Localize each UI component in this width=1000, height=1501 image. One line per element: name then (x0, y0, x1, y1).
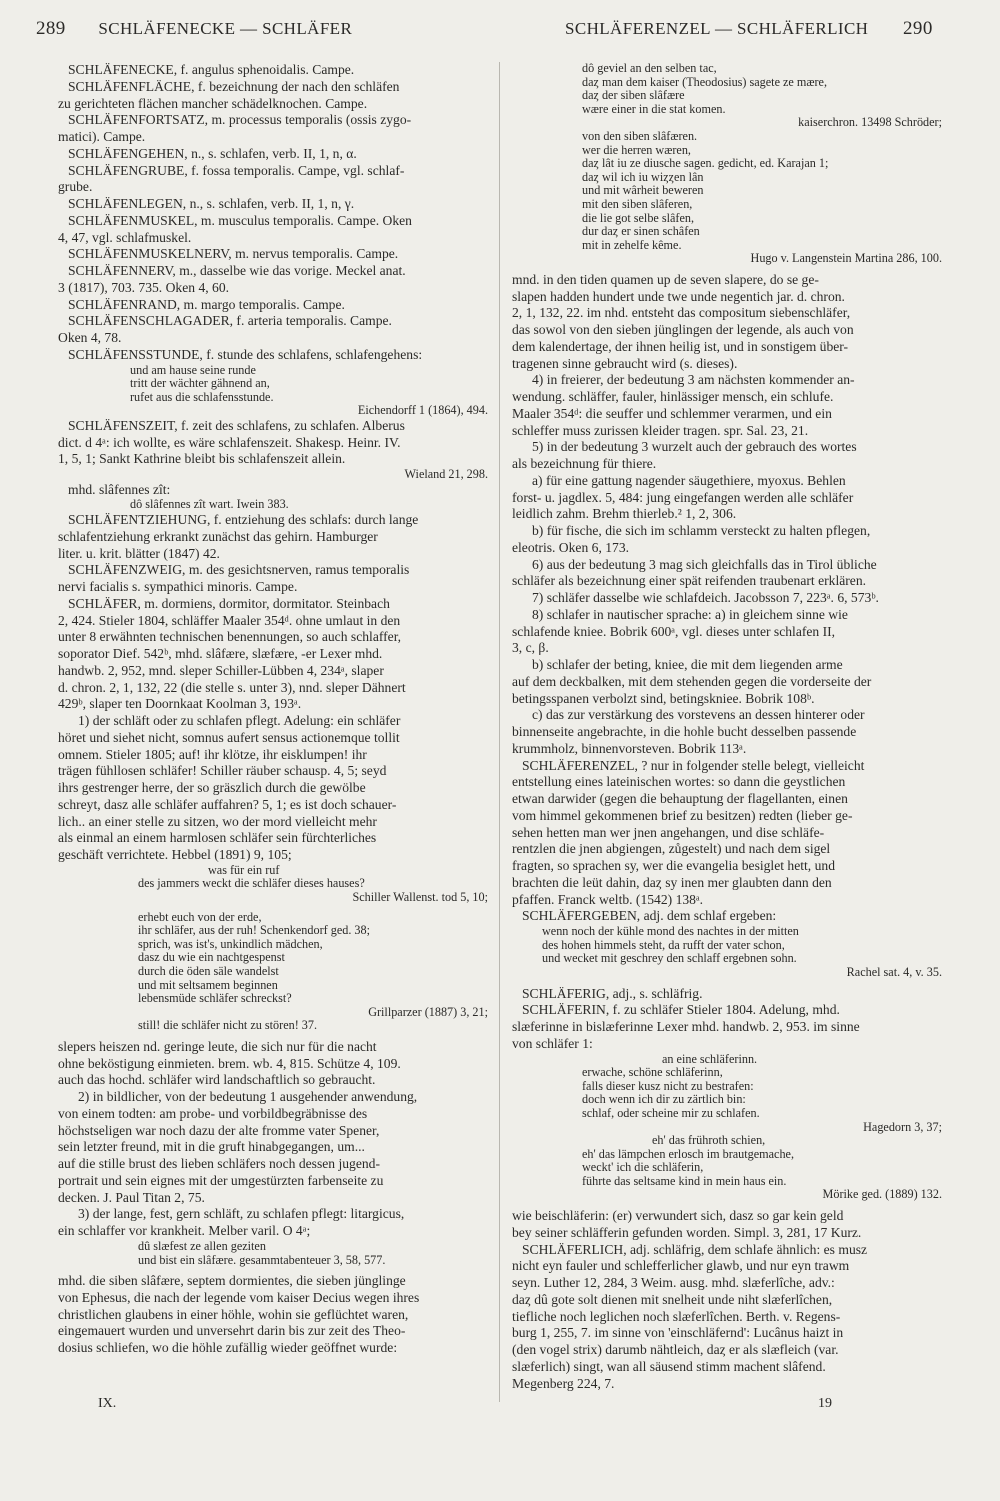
quotation-line: an eine schläferinn. (662, 1052, 758, 1066)
text-line: zu gerichteten flächen mancher schädelknochen. Campe. (58, 95, 368, 111)
text-line: c) das zur verstärkung des vorstevens an dessen hinterer oder (532, 707, 865, 723)
text-line: Oken 4, 78. (58, 330, 122, 345)
quotation-line: daȥ man dem kaiser (Theodosius) sagete ze mære, (582, 75, 828, 89)
text-line: SCHLÄFENSCHLAGADER, f. arteria temporalis. Campe. (68, 313, 392, 329)
quotation-line: wære einer in die stat komen. (582, 102, 726, 116)
quotation-line: ihr schläfer, aus der ruh! Schenkendorf ged. 38; (138, 924, 371, 938)
text-line: tiefliche noch leglichen noch slæferlîchen. Berth. v. Regens- (512, 1308, 841, 1324)
text-line: 7) schläfer dasselbe wie schlafdeich. Jacobsson 7, 223ᵃ. 6, 573ᵇ. (532, 590, 879, 606)
text-line: betingsspanen verbolzt sind, betingskniee. Bobrik 108ᵇ. (512, 690, 815, 706)
left-column (58, 62, 488, 1357)
text-line: sehen hetten man wer jnen angehangen, und dise schläfe- (512, 824, 825, 840)
text-line: entstellung eines lateinischen wortes: so dann die geystlichen (512, 774, 846, 790)
citation-line: Hagedorn 3, 37; (863, 1120, 942, 1134)
column-divider (499, 62, 500, 1402)
quotation-line: die lie got selbe slâfen, (582, 211, 695, 225)
text-line: dem kalendertage, der ihnen heilig ist, und in sonstigem über- (512, 338, 849, 354)
quotation-line: von den siben slâfæren. (582, 129, 698, 143)
quotation-line: lebensmüde schläfer schreckst? (138, 992, 292, 1006)
text-line: SCHLÄFENECKE, f. angulus sphenoidalis. Campe. (68, 62, 355, 77)
text-line: soporator Dief. 542ᵇ, mhd. slâfære, slæfære, -er Lexer mhd. (58, 646, 383, 662)
quotation-line: erwache, schöne schläferinn, (582, 1066, 723, 1080)
text-line: SCHLÄFENNERV, m., dasselbe wie das vorige. Meckel anat. (68, 263, 406, 278)
quotation-line: dû slæfest ze allen geziten (138, 1239, 266, 1253)
text-line: auf die stille brust des lieben schläfers noch dessen jugend- (58, 1156, 381, 1172)
quotation-line: dô geviel an den selben tac, (582, 62, 717, 75)
text-line: SCHLÄFENGRUBE, f. fossa temporalis. Campe, vgl. schlaf- (68, 162, 405, 178)
text-line: 6) aus der bedeutung 3 mag sich gleichfalls das in Tirol übliche (532, 556, 877, 572)
left-page-number: 289 (36, 18, 66, 39)
text-line: SCHLÄFENMUSKEL, m. musculus temporalis. Campe. Oken (68, 212, 412, 228)
text-line: eingemauert wurden und unversehrt darin bis zur zeit des Theo- (58, 1323, 406, 1339)
text-line: brachten die leüt dahin, daȥ sy inen mer glaubten dann den (512, 874, 832, 890)
text-line: SCHLÄFENLEGEN, n., s. schlafen, verb. II, 1, n, γ. (68, 196, 355, 211)
text-line: SCHLÄFENMUSKELNERV, m. nervus temporalis. Campe. (68, 246, 399, 262)
text-line: 1) der schläft oder zu schlafen pflegt. Adelung: ein schläfer (78, 713, 401, 729)
right-page-number: 290 (903, 18, 933, 39)
text-line: 2) in bildlicher, von der bedeutung 1 ausgehender anwendung, (78, 1089, 418, 1105)
quotation-line: doch wenn ich dir zu zärtlich bin: (582, 1093, 746, 1107)
text-line: schleffer muss zurissen kleider tragen. spr. Sal. 23, 21. (512, 422, 809, 438)
text-line: slæferlich) singt, wan all säusend stimm machent slâfend. (512, 1358, 826, 1374)
text-line: 4) in freierer, der bedeutung 3 am nächsten kommender an- (532, 372, 855, 388)
text-line: SCHLÄFENFORTSATZ, m. processus temporalis (ossis zygo- (68, 112, 412, 128)
text-line: leidlich zahm. Brehm thierleb.² 1, 2, 306. (512, 506, 737, 522)
text-line: omnem. Stieler 1805; auf! ihr klötze, ihr eisklumpen! ihr (58, 746, 367, 762)
quotation-line: daȥ wil ich iu wiȥȥen lân (582, 170, 704, 184)
text-line: etwan darwider (gegen die behauptung der flagellanten, einen (512, 791, 848, 807)
quotation-line: mit den siben slâferen, (582, 197, 693, 211)
text-line: ein schlaffer vor krankheit. Melber varil. O 4ᵃ; (58, 1223, 311, 1239)
citation-line: Hugo v. Langenstein Martina 286, 100. (750, 252, 942, 266)
text-line: schlafentziehung erkrankt zunächst das gehirn. Hamburger (58, 528, 378, 544)
text-line: slæferinne in bislæferinne Lexer mhd. handwb. 2, 953. im sinne (512, 1019, 860, 1035)
text-line: d. chron. 2, 1, 132, 22 (die stelle s. unter 3), nnd. sleper Dähnert (58, 679, 406, 695)
quotation-line: und mit seltsamem beginnen (138, 978, 278, 992)
text-line: schreyt, dasz alle schläfer auffahren? 5, 1; es ist doch schauer- (58, 796, 397, 812)
text-line: nervi facialis s. sympathici minoris. Campe. (58, 579, 298, 595)
quotation-line: und bist ein slâfære. gesammtabenteuer 3, 58, 577. (138, 1253, 386, 1267)
gathering-number: 19 (818, 1396, 832, 1411)
text-line: fragten, so sprachen sy, wer die evangelia besiglet hett, und (512, 858, 835, 874)
text-line: SCHLÄFENRAND, m. margo temporalis. Campe. (68, 296, 345, 312)
text-line: SCHLÄFERIG, adj., s. schläfrig. (522, 985, 703, 1001)
right-column (512, 62, 942, 1392)
text-line: von Ephesus, die nach der legende vom kaiser Decius wegen ihres (58, 1289, 420, 1305)
quotation-line: daȥ der siben slâfære (582, 89, 685, 103)
text-line: von schläfer 1: (512, 1035, 593, 1051)
quotation-line: erhebt euch von der erde, (138, 910, 262, 924)
text-line: das sowol von den sieben jünglingen der legende, als auch von (512, 322, 854, 338)
text-line: b) schlafer der beting, kniee, die mit dem liegenden arme (532, 657, 843, 673)
text-line: mhd. slâfennes zît: (68, 481, 171, 497)
text-line: SCHLÄFERENZEL, ? nur in folgender stelle belegt, vielleicht (522, 757, 865, 773)
text-line: SCHLÄFENZWEIG, m. des gesichtsnerven, ramus temporalis (68, 562, 410, 578)
text-line: schlafende kniee. Bobrik 600ᵃ, vgl. dieses unter schlafen II, (512, 623, 836, 639)
quotation-line: des hohen himmels steht, da rufft der vater schon, (542, 938, 785, 952)
quotation-line: weckt' ich die schläferin, (582, 1161, 704, 1175)
text-line: vom himmel gekommenen brief zu besitzen) redten (lieber ge- (512, 807, 853, 823)
text-line: 5) in der bedeutung 3 wurzelt auch der gebrauch des wortes (532, 439, 857, 455)
quotation-line: und am hause seine runde (130, 363, 256, 377)
text-line: SCHLÄFERLICH, adj. schläfrig, dem schlafe ähnlich: es musz (522, 1241, 868, 1257)
quotation-line: tritt der wächter gähnend an, (130, 377, 270, 391)
text-line: (den vogel strix) darumb nähtleich, daȥ er als slæfleich (var. (512, 1342, 839, 1358)
text-line: Megenberg 224, 7. (512, 1375, 615, 1391)
text-line: slapen hadden hundert unde twe unde negentich jar. d. chron. (512, 288, 845, 304)
text-line: unter 8 erwähnten technischen benennungen, so auch schlaffer, (58, 629, 402, 645)
quotation-line: und mit wârheit beweren (582, 184, 704, 198)
text-line: ihrs gestrenger herre, der so gräszlich durch die gewölbe (58, 780, 366, 796)
quotation-line: des jammers weckt die schläfer dieses hauses? (138, 877, 365, 891)
text-line: SCHLÄFERGEBEN, adj. dem schlaf ergeben: (522, 908, 777, 924)
text-line: portrait und sein eignes mit der umgestürzten farbenseite zu (58, 1172, 384, 1188)
left-running-head: SCHLÄFENECKE — SCHLÄFER (98, 19, 353, 38)
quotation-line: sprich, was ist's, unkindlich mädchen, (138, 937, 323, 951)
text-line: 8) schlafer in nautischer sprache: a) in gleichem sinne wie (532, 606, 848, 622)
text-line: 3, c, β. (512, 640, 549, 656)
text-line: liter. u. krit. blätter (1847) 42. (58, 545, 220, 561)
quotation-line: was für ein ruf (208, 863, 280, 877)
text-line: SCHLÄFENSSTUNDE, f. stunde des schlafens, schlafengehens: (68, 346, 423, 362)
text-line: höret und siehet nicht, somnus aufert sensus actionemque tollit (58, 729, 400, 745)
citation-line: kaiserchron. 13498 Schröder; (798, 116, 942, 130)
quotation-line: daȥ lât iu ze diusche sagen. gedicht, ed. Karajan 1; (582, 157, 829, 171)
text-line: SCHLÄFENSZEIT, f. zeit des schlafens, zu schlafen. Alberus (68, 417, 405, 433)
quotation-line: still! die schläfer nicht zu stören! 37. (138, 1019, 318, 1033)
quotation-line: dur daȥ er sinen schâfen (582, 225, 700, 239)
text-line: eleotris. Oken 6, 173. (512, 539, 630, 555)
text-line: forst- u. jagdlex. 5, 484: jung eingefangen werden alle schläfer (512, 489, 854, 505)
text-line: seyn. Luther 12, 284, 3 Weim. ausg. mhd. slæferlîche, adv.: (512, 1275, 835, 1291)
text-line: geschäft verrichtete. Hebbel (1891) 9, 105; (58, 847, 292, 863)
text-line: SCHLÄFENFLÄCHE, f. bezeichnung der nach den schläfen (68, 78, 400, 94)
text-line: slepers heiszen nd. geringe leute, die sich nur für die nacht (58, 1038, 377, 1054)
text-line: lich.. an einer stelle zu sitzen, wo der mord vielleicht mehr (58, 813, 377, 829)
text-line: 2, 1, 132, 22. im nhd. entsteht das compositum siebenschläfer, (512, 305, 851, 321)
quotation-line: wer die herren wæren, (582, 143, 691, 157)
citation-line: Wieland 21, 298. (404, 468, 488, 482)
text-line: mhd. die siben slâfære, septem dormientes, die sieben jünglinge (58, 1273, 406, 1289)
text-line: SCHLÄFERIN, f. zu schläfer Stieler 1804. Adelung, mhd. (522, 1002, 840, 1018)
text-line: rentzlen die jnen abgiengen, zůgestelt) und nach dem sigel (512, 841, 831, 857)
text-line: binnenseite angebrachte, in die hohle bucht desselben passende (512, 724, 857, 740)
text-line: mnd. in den tiden quamen up de seven slapere, do se ge- (512, 271, 819, 287)
text-line: ohne beköstigung einmieten. brem. wb. 4, 815. Schütze 4, 109. (58, 1055, 401, 1071)
quotation-line: wenn noch der kühle mond des nachtes in der mitten (542, 925, 799, 939)
text-line: trägen fühllosen schläfer! Schiller räuber schausp. 4, 5; seyd (58, 763, 387, 779)
citation-line: Grillparzer (1887) 3, 21; (368, 1005, 488, 1019)
text-line: dict. d 4ᵃ: ich wollte, es wäre schlafenszeit. Shakesp. Heinr. IV. (58, 434, 401, 450)
text-line: pfaffen. Franck weltb. (1542) 138ᵃ. (512, 891, 704, 907)
text-line: krummholz, binnenvorsteven. Bobrik 113ᵃ. (512, 740, 747, 756)
text-line: handwb. 2, 952, mnd. sleper Schiller-Lübben 4, 234ᵃ, slaper (58, 662, 384, 678)
text-line: 3) der lange, fest, gern schläft, zu schlafen pflegt: litargicus, (78, 1206, 405, 1222)
text-line: wendung. schläffer, fauler, hinlässiger mensch, ein schlufe. (512, 389, 834, 405)
quotation-line: schlaf, oder scheine mir zu schlafen. (582, 1106, 760, 1120)
citation-line: Eichendorff 1 (1864), 494. (357, 404, 488, 418)
quotation-line: falls dieser kusz nicht zu bestrafen: (582, 1079, 754, 1093)
text-line: schläfer als bezeichnung einer spät reifenden traubenart erklären. (512, 573, 867, 589)
text-line: als bezeichnung für thiere. (512, 456, 657, 472)
text-line: decken. J. Paul Titan 2, 75. (58, 1189, 205, 1205)
text-line: b) für fische, die sich im schlamm versteckt zu halten pflegen, (532, 523, 871, 539)
sheet-signature: IX. (98, 1396, 117, 1411)
text-line: 429ᵇ, slaper ten Doornkaat Koolman 3, 193ᵃ. (58, 696, 302, 712)
text-line: Maaler 354ᵈ: die seuffer und schlemmer verarmen, und ein (512, 405, 832, 421)
text-line: auch das hochd. schläfer wird landschaftlich so gebraucht. (58, 1072, 376, 1088)
text-line: nicht eyn fauler und schlefferlicher glawb, und nur eyn trawm (512, 1258, 850, 1274)
quotation-line: eh' das lämpchen erlosch im brautgemache, (582, 1147, 795, 1161)
text-line: SCHLÄFENTZIEHUNG, f. entziehung des schlafs: durch lange (68, 512, 419, 528)
quotation-line: dô slâfennes zît wart. Iwein 383. (130, 498, 289, 512)
text-line: als einmal an einem harmlosen schläfer sein fürchterliches (58, 830, 377, 846)
citation-line: Mörike ged. (1889) 132. (822, 1188, 942, 1202)
text-line: matici). Campe. (58, 129, 146, 144)
text-line: auf dem deckbalken, mit dem stehenden gegen die vorderseite der (512, 673, 872, 689)
text-line: tragenen sinne gebraucht wird (s. dieses). (512, 355, 738, 371)
text-line: bey seiner schläfferin gefunden worden. Simpl. 3, 281, 17 Kurz. (512, 1224, 862, 1240)
text-line: von einem todten: am probe- und vorbildbegräbnisse des (58, 1105, 368, 1121)
text-line: 4, 47, vgl. schlafmuskel. (58, 229, 192, 245)
citation-line: Schiller Wallenst. tod 5, 10; (352, 891, 488, 904)
quotation-line: rufet aus die schlafensstunde. (130, 390, 274, 404)
quotation-line: dasz du wie ein nachtgespenst (138, 951, 285, 965)
quotation-line: und wecket mit geschrey den schlaff ergebnen sohn. (542, 952, 797, 966)
text-line: wie beischläferin: (er) verwundert sich, dasz so gar kein geld (512, 1208, 844, 1224)
text-line: 2, 424. Stieler 1804, schläffer Maaler 354ᵈ. ohne umlaut in den (58, 612, 401, 628)
text-line: burg 1, 255, 7. im sinne von 'einschläfernd': Lucânus haizt in (512, 1325, 844, 1341)
text-line: a) für eine gattung nagender säugethiere, myoxus. Behlen (532, 472, 846, 488)
text-line: daȥ dû gote solt dienen mit snelheit unde niht slæferlîchen, (512, 1291, 833, 1307)
text-line: SCHLÄFER, m. dormiens, dormitor, dormitator. Steinbach (68, 595, 390, 611)
quotation-line: eh' das frühroth schien, (652, 1134, 766, 1148)
text-line: 3 (1817), 703. 735. Oken 4, 60. (58, 279, 230, 295)
quotation-line: mit in zehelfe kême. (582, 238, 682, 252)
text-line: sein letzter freund, mit in die gruft hinabgegangen, um... (58, 1139, 365, 1155)
left-header (36, 18, 352, 40)
text-line: dosius schliefen, wo die höhle zufällig wieder geöffnet wurde: (58, 1340, 398, 1356)
citation-line: Rachel sat. 4, v. 35. (846, 965, 942, 979)
quotation-line: führte das seltsame kind in mein haus ein. (582, 1174, 787, 1188)
text-line: höchstseligen war noch dazu der alte fromme vater Spener, (58, 1122, 380, 1138)
text-line: christlichen glaubens in einer höhle, wohin sie geflüchtet waren, (58, 1306, 409, 1322)
text-line: SCHLÄFENGEHEN, n., s. schlafen, verb. II, 1, n, α. (68, 145, 357, 161)
right-header (565, 18, 933, 40)
quotation-line: durch die öden säle wandelst (138, 964, 279, 978)
text-line: grube. (58, 179, 93, 195)
text-line: 1, 5, 1; Sankt Kathrine bleibt bis schlafenszeit allein. (58, 451, 346, 467)
right-running-head: SCHLÄFERENZEL — SCHLÄFERLICH (565, 19, 869, 38)
